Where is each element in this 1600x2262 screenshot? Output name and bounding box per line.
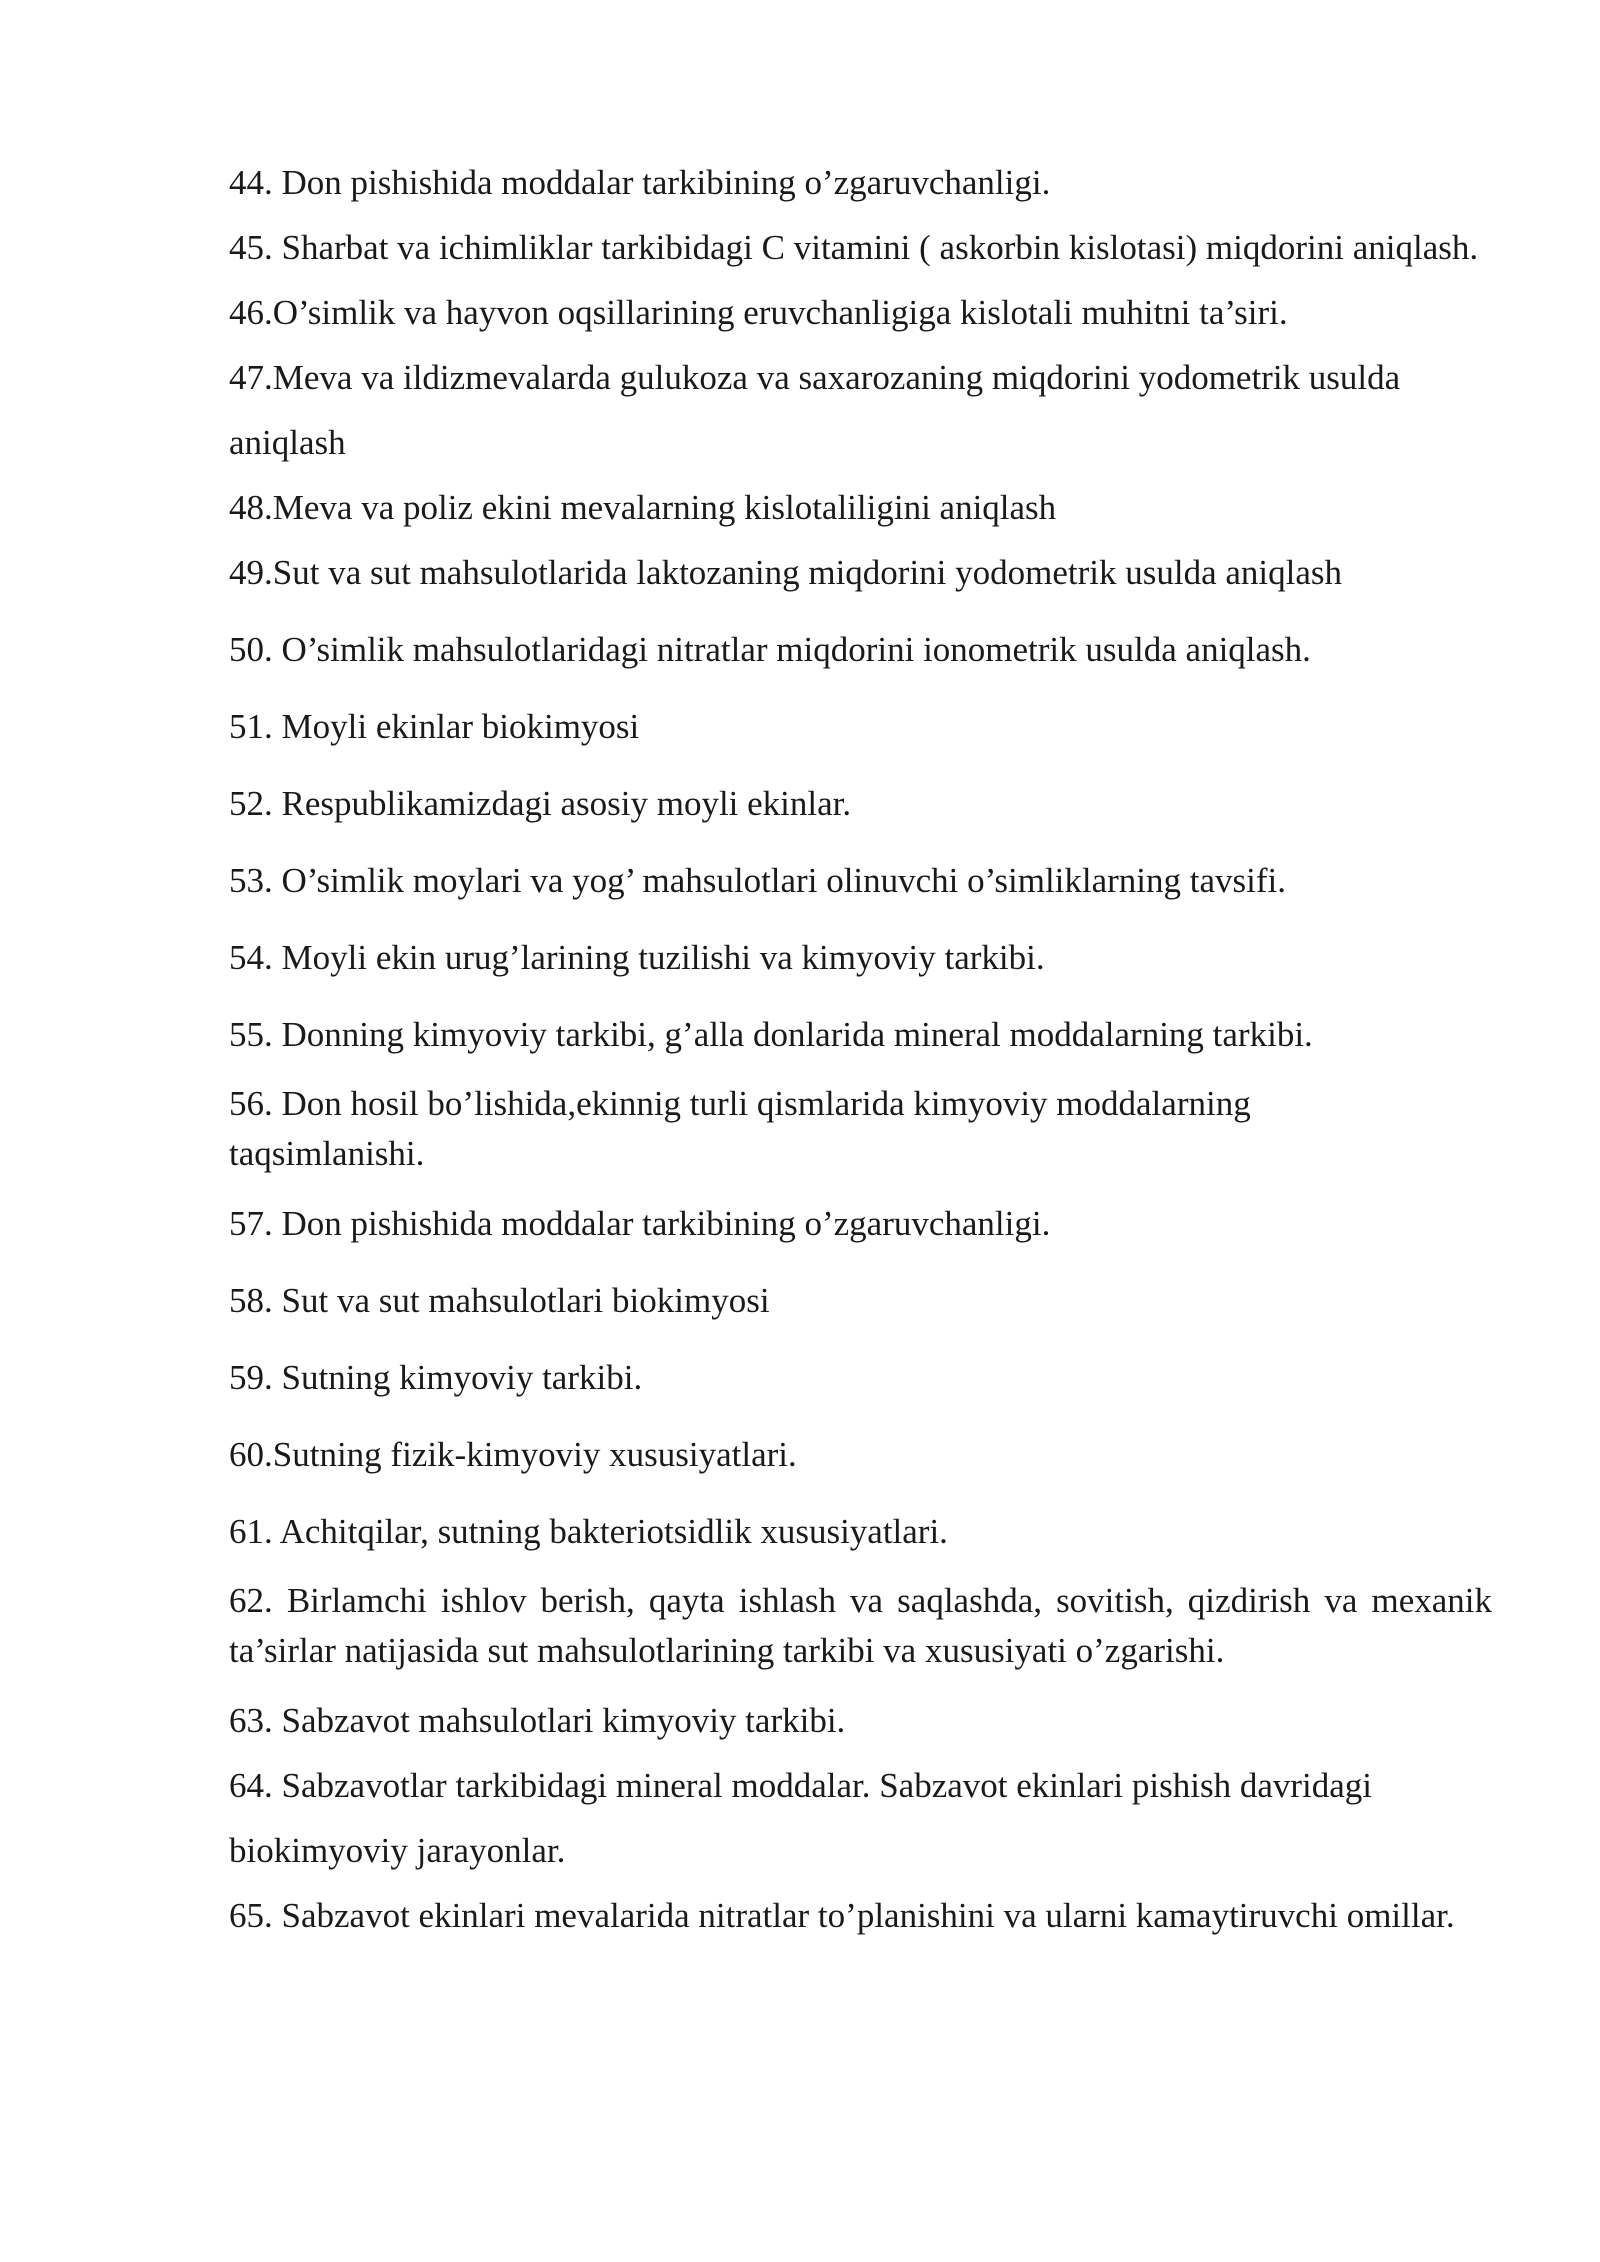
- list-item: 46.O’simlik va hayvon oqsillarining eruvchanligiga kislotali muhitni ta’siri.: [229, 293, 1288, 332]
- list-item: 55. Donning kimyoviy tarkibi, g’alla donlarida mineral moddalarning tarkibi.: [229, 1015, 1313, 1054]
- list-item: 62. Birlamchi ishlov berish, qayta ishlash va saqlashda, sovitish, qizdirish va mexanik ta’sirlar natijasida sut mahsulotlarining tarkibi va xususiyati o’zgarishi.: [229, 1581, 1492, 1670]
- list-item: 52. Respublikamizdagi asosiy moyli ekinlar.: [229, 784, 852, 823]
- list-item: 63. Sabzavot mahsulotlari kimyoviy tarkibi.: [229, 1701, 846, 1740]
- list-item: 44. Don pishishida moddalar tarkibining o’zgaruvchanligi.: [229, 163, 1051, 202]
- list-item: 61. Achitqilar, sutning bakteriotsidlik xususiyatlari.: [229, 1512, 948, 1551]
- list-item: 58. Sut va sut mahsulotlari biokimyosi: [229, 1281, 770, 1320]
- list-item: 49.Sut va sut mahsulotlarida laktozaning miqdorini yodometrik usulda aniqlash: [229, 553, 1343, 592]
- list-item: 47.Meva va ildizmevalarda gulukoza va saxarozaning miqdorini yodometrik usulda aniqlash: [229, 358, 1401, 462]
- list-item: 59. Sutning kimyoviy tarkibi.: [229, 1358, 643, 1397]
- list-item: 56. Don hosil bo’lishida,ekinnig turli qismlarida kimyoviy moddalarning taqsimlanishi.: [229, 1084, 1251, 1173]
- list-item: 53. O’simlik moylari va yog’ mahsulotlari olinuvchi o’simliklarning tavsifi.: [229, 861, 1287, 900]
- list-item: 64. Sabzavotlar tarkibidagi mineral moddalar. Sabzavot ekinlari pishish davridagi biokimyoviy jarayonlar.: [229, 1766, 1373, 1870]
- list-item: 45. Sharbat va ichimliklar tarkibidagi C vitamini ( askorbin kislotasi) miqdorini aniqlash.: [229, 228, 1479, 267]
- list-item: 51. Moyli ekinlar biokimyosi: [229, 707, 640, 746]
- list-item: 65. Sabzavot ekinlari mevalarida nitratlar to’planishini va ularni kamaytiruvchi omillar.: [229, 1896, 1455, 1935]
- list-item: 54. Moyli ekin urug’larining tuzilishi va kimyoviy tarkibi.: [229, 938, 1045, 977]
- list-item: 50. O’simlik mahsulotlaridagi nitratlar miqdorini ionometrik usulda aniqlash.: [229, 630, 1311, 669]
- list-item: 48.Meva va poliz ekini mevalarning kislotaliligini aniqlash: [229, 488, 1057, 527]
- list-item: 60.Sutning fizik-kimyoviy xususiyatlari.: [229, 1435, 797, 1474]
- document-page: [229, 150, 1492, 1948]
- list-item: 57. Don pishishida moddalar tarkibining o’zgaruvchanligi.: [229, 1204, 1051, 1243]
